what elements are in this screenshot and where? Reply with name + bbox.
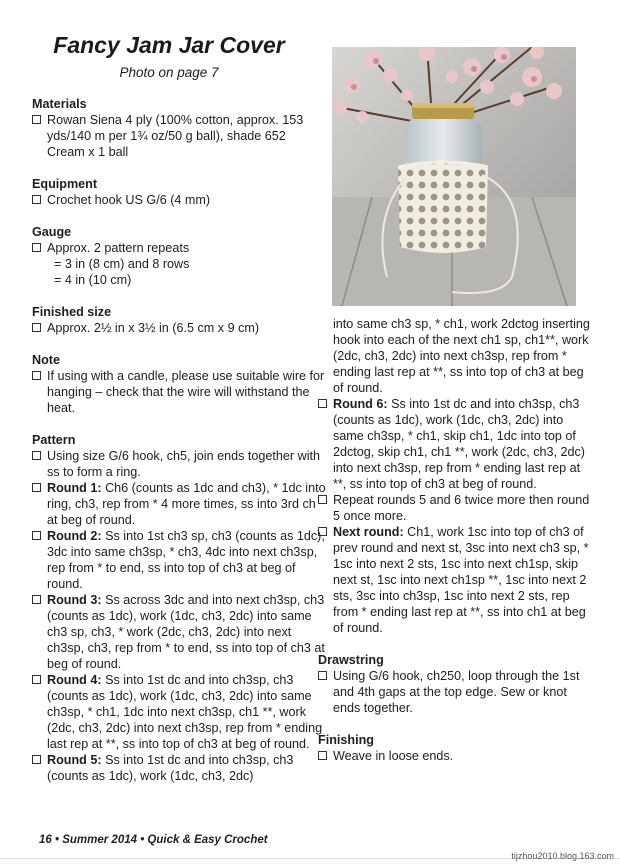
materials-item: Rowan Siena 4 ply (100% cotton, approx. 153 yds/140 m per 1¾ oz/50 g ball), shade 652 Cream x 1 ball — [32, 112, 327, 160]
issue-info: • Summer 2014 • Quick & Easy Crochet — [51, 834, 268, 846]
finishing-item: Weave in loose ends. — [318, 748, 593, 764]
equipment-item: Crochet hook US G/6 (4 mm) — [32, 192, 327, 208]
watermark: tijzhou2010.blog.163.com — [511, 851, 614, 861]
page-footer — [39, 834, 268, 846]
finished-size-heading: Finished size — [32, 305, 112, 319]
note-heading: Note — [32, 353, 60, 367]
jam-jar-photo — [332, 47, 576, 306]
finishing-section — [318, 732, 593, 764]
gauge-line: = 3 in (8 cm) and 8 rows — [54, 257, 190, 271]
checkbox-icon — [32, 451, 41, 460]
pattern-round-2: Round 2: Ss into 1st ch3 sp, ch3 (counts as 1dc), 3dc into same ch3sp, * ch3, 4dc into next ch3sp, rep from * to end, ss into top of ch3 at beg of round. — [32, 528, 327, 592]
gauge-section — [32, 224, 327, 288]
pattern-heading: Pattern — [32, 433, 76, 447]
note-section — [32, 352, 327, 416]
checkbox-icon — [32, 371, 41, 380]
pattern-round-5: Round 5: Ss into 1st dc and into ch3sp, ch3 (counts as 1dc), work (1dc, ch3, 2dc) — [32, 752, 327, 784]
checkbox-icon — [318, 495, 327, 504]
note-item: If using with a candle, please use suitable wire for hanging – check that the wire will withstand the heat. — [32, 368, 327, 416]
drawstring-section — [318, 652, 593, 716]
gauge-heading: Gauge — [32, 225, 72, 239]
checkbox-icon — [32, 195, 41, 204]
pattern-repeat: Repeat rounds 5 and 6 twice more then round 5 once more. — [318, 492, 593, 524]
checkbox-icon — [318, 671, 327, 680]
checkbox-icon — [32, 755, 41, 764]
finished-size-item: Approx. 2½ in x 3½ in (6.5 cm x 9 cm) — [32, 320, 327, 336]
drawstring-item: Using G/6 hook, ch250, loop through the 1st and 4th gaps at the top edge. Sew or knot ends together. — [318, 668, 593, 716]
pattern-continued — [318, 316, 593, 636]
equipment-heading: Equipment — [32, 177, 98, 191]
checkbox-icon — [32, 323, 41, 332]
pattern-next-round: Next round: Ch1, work 1sc into top of ch3 of prev round and next st, 3sc into next ch3 sp, * 1sc into next 2 sts, 1sc into next ch1sp, skip next st, 1sc into next ch1sp **, 1sc into next 2 sts, 3sc into ch3sp, 1sc into next 2 sts, rep from * ending last rep at **, ss into ch1 at beg of round. — [318, 524, 593, 636]
gauge-item: Approx. 2 pattern repeats — [32, 240, 327, 256]
pattern-round-1: Round 1: Ch6 (counts as 1dc and ch3), * 1dc into ring, ch3, rep from * 4 more times, ss into 3rd ch at beg of round. — [32, 480, 327, 528]
checkbox-icon — [32, 675, 41, 684]
right-column — [318, 316, 593, 780]
pattern-round-4: Round 4: Ss into 1st dc and into ch3sp, ch3 (counts as 1dc), work (1dc, ch3, 2dc) into same ch3sp, * ch1, 1dc into next ch3sp, ch1 **, work (2dc, ch3, 2dc) into next ch3sp, rep from * ending last rep at **, ss into top of ch3 at beg of round. — [32, 672, 327, 752]
finished-size-section — [32, 304, 327, 336]
checkbox-icon — [318, 527, 327, 536]
pattern-round-5-continued: into same ch3 sp, * ch1, work 2dctog inserting hook into each of the next ch1 sp, ch1**, work (2dc, ch3, 2dc) into next ch3sp, rep from * ending last rep at **, ss into top of ch3 at beg of round. — [333, 317, 590, 395]
checkbox-icon — [32, 595, 41, 604]
checkbox-icon — [32, 243, 41, 252]
drawstring-heading: Drawstring — [318, 653, 384, 667]
checkbox-icon — [318, 751, 327, 760]
materials-section — [32, 96, 327, 160]
pattern-intro: Using size G/6 hook, ch5, join ends together with ss to form a ring. — [32, 448, 327, 480]
pattern-round-6: Round 6: Ss into 1st dc and into ch3sp, ch3 (counts as 1dc), work (1dc, ch3, 2dc) into same ch3sp, * ch1, skip ch1, 1dc into top of 2dctog, skip ch1, ch1 **, work (2dc, ch3, 2dc) into next ch3sp, rep from * ending last rep at **, ss into top of ch3 at beg of round. — [318, 396, 593, 492]
photo-reference: Photo on page 7 — [119, 65, 219, 80]
checkbox-icon — [32, 483, 41, 492]
pattern-round-3: Round 3: Ss across 3dc and into next ch3sp, ch3 (counts as 1dc), work (1dc, ch3, 2dc) into same ch3 sp, ch3, * work (2dc, ch3, 2dc) into next ch3sp, ch3, rep from * to end, ss into top of ch3 at beg of round. — [32, 592, 327, 672]
left-column — [32, 96, 327, 800]
page-number: 16 — [39, 834, 52, 846]
jam-jar-illustration — [332, 47, 576, 306]
materials-heading: Materials — [32, 97, 87, 111]
checkbox-icon — [32, 115, 41, 124]
pattern-section — [32, 432, 327, 784]
checkbox-icon — [32, 531, 41, 540]
finishing-heading: Finishing — [318, 733, 374, 747]
checkbox-icon — [318, 399, 327, 408]
equipment-section — [32, 176, 327, 208]
page-title: Fancy Jam Jar Cover — [53, 32, 285, 58]
gauge-line: = 4 in (10 cm) — [54, 273, 132, 287]
